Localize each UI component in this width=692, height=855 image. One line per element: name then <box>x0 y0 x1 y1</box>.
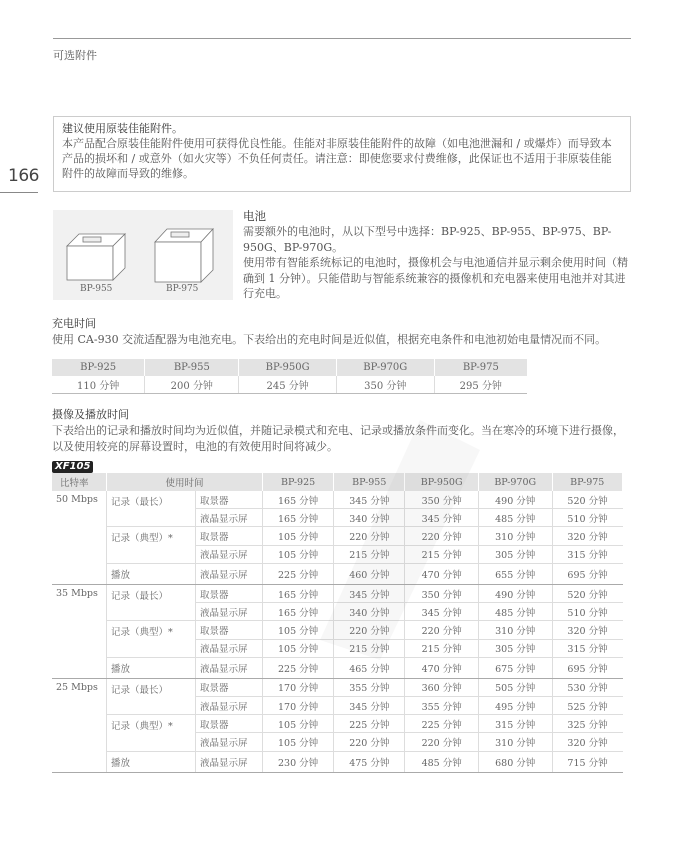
time-cell: 485 分钟 <box>478 509 552 527</box>
display-cell: 液晶显示屏 <box>196 509 263 527</box>
table-header-cell: BP-950G <box>239 359 337 376</box>
time-cell: 230 分钟 <box>263 751 334 772</box>
table-row <box>52 527 623 545</box>
battery-label-bp975: BP-975 <box>166 284 199 294</box>
table-cell: 245 分钟 <box>239 376 337 394</box>
model-badge: XF105 <box>52 461 93 473</box>
recording-time-table <box>52 473 623 773</box>
time-cell: 680 分钟 <box>478 751 552 772</box>
display-cell: 液晶显示屏 <box>196 657 263 678</box>
battery-section <box>243 208 633 302</box>
time-cell: 165 分钟 <box>263 603 334 621</box>
time-cell: 225 分钟 <box>263 657 334 678</box>
time-cell: 695 分钟 <box>552 563 623 584</box>
battery-para-2: 使用带有智能系统标记的电池时，摄像机会与电池通信并显示剩余使用时间（精确到 1 分钟）。只能借助与智能系统兼容的摄像机和充电器来使用电池并对其进行充电。 <box>243 256 628 300</box>
time-cell: 105 分钟 <box>263 527 334 545</box>
mode-cell: 记录（典型）* <box>107 621 196 657</box>
time-cell: 105 分钟 <box>263 621 334 639</box>
display-cell: 液晶显示屏 <box>196 545 263 563</box>
time-cell: 520 分钟 <box>552 584 623 602</box>
table-cell: 110 分钟 <box>52 376 145 394</box>
time-cell: 350 分钟 <box>405 491 479 509</box>
time-cell: 490 分钟 <box>478 491 552 509</box>
time-cell: 485 分钟 <box>478 603 552 621</box>
time-cell: 695 分钟 <box>552 657 623 678</box>
table-header-cell: BP-955 <box>145 359 239 376</box>
time-cell: 305 分钟 <box>478 639 552 657</box>
time-cell: 165 分钟 <box>263 491 334 509</box>
time-cell: 165 分钟 <box>263 509 334 527</box>
bitrate-cell: 35 Mbps <box>52 584 107 678</box>
recording-heading: 摄像及播放时间 <box>52 408 129 421</box>
charging-text: 使用 CA-930 交流适配器为电池充电。下表给出的充电时间是近似值，根据充电条件和电池初始电量情况而不同。 <box>52 333 607 346</box>
time-cell: 220 分钟 <box>334 527 405 545</box>
time-cell: 470 分钟 <box>405 563 479 584</box>
time-cell: 215 分钟 <box>334 639 405 657</box>
time-cell: 105 分钟 <box>263 715 334 733</box>
mode-cell: 播放 <box>107 657 196 678</box>
time-cell: 355 分钟 <box>405 697 479 715</box>
mode-cell: 播放 <box>107 563 196 584</box>
time-cell: 220 分钟 <box>334 621 405 639</box>
time-cell: 460 分钟 <box>334 563 405 584</box>
time-cell: 320 分钟 <box>552 733 623 751</box>
time-cell: 310 分钟 <box>478 733 552 751</box>
mode-cell: 记录（最长） <box>107 678 196 714</box>
table-header-cell: BP-955 <box>334 473 405 491</box>
time-cell: 320 分钟 <box>552 527 623 545</box>
time-cell: 345 分钟 <box>405 509 479 527</box>
table-header-cell: BP-975 <box>552 473 623 491</box>
time-cell: 655 分钟 <box>478 563 552 584</box>
time-cell: 305 分钟 <box>478 545 552 563</box>
time-cell: 325 分钟 <box>552 715 623 733</box>
time-cell: 350 分钟 <box>405 584 479 602</box>
time-cell: 220 分钟 <box>405 733 479 751</box>
time-cell: 225 分钟 <box>263 563 334 584</box>
time-cell: 355 分钟 <box>334 678 405 696</box>
notice-body: 本产品配合原装佳能附件使用可获得优良性能。佳能对非原装佳能附件的故障（如电池泄漏和 / 或爆炸）而导致本产品的损坏和 / 或意外（如火灾等）不负任何责任。请注意：即使您要求付费维修，此保证也不适用于非原装佳能附件的故障而导致的维修。 <box>62 137 612 180</box>
table-header-row <box>52 359 527 376</box>
display-cell: 液晶显示屏 <box>196 603 263 621</box>
time-cell: 170 分钟 <box>263 697 334 715</box>
time-cell: 220 分钟 <box>405 621 479 639</box>
time-cell: 465 分钟 <box>334 657 405 678</box>
display-cell: 液晶显示屏 <box>196 697 263 715</box>
display-cell: 液晶显示屏 <box>196 639 263 657</box>
notice-title: 建议使用原装佳能附件。 <box>62 122 183 135</box>
time-cell: 470 分钟 <box>405 657 479 678</box>
display-cell: 液晶显示屏 <box>196 733 263 751</box>
time-cell: 340 分钟 <box>334 603 405 621</box>
mode-cell: 播放 <box>107 751 196 772</box>
time-cell: 105 分钟 <box>263 733 334 751</box>
bitrate-cell: 50 Mbps <box>52 491 107 584</box>
table-row <box>52 376 527 394</box>
table-header-cell: BP-970G <box>336 359 434 376</box>
time-cell: 505 分钟 <box>478 678 552 696</box>
charging-heading: 充电时间 <box>52 317 96 330</box>
time-cell: 320 分钟 <box>552 621 623 639</box>
battery-para-1: 需要额外的电池时，从以下型号中选择：BP-925、BP-955、BP-975、BP-950G、BP-970G。 <box>243 225 612 254</box>
time-cell: 225 分钟 <box>334 715 405 733</box>
table-cell: 200 分钟 <box>145 376 239 394</box>
time-cell: 495 分钟 <box>478 697 552 715</box>
time-cell: 530 分钟 <box>552 678 623 696</box>
display-cell: 取景器 <box>196 621 263 639</box>
table-row <box>52 584 623 602</box>
table-row <box>52 621 623 639</box>
header-rule <box>53 38 631 39</box>
time-cell: 220 分钟 <box>334 733 405 751</box>
time-cell: 520 分钟 <box>552 491 623 509</box>
table-header-cell: BP-925 <box>52 359 145 376</box>
display-cell: 取景器 <box>196 527 263 545</box>
mode-cell: 记录（典型）* <box>107 527 196 563</box>
time-cell: 475 分钟 <box>334 751 405 772</box>
display-cell: 液晶显示屏 <box>196 563 263 584</box>
time-cell: 345 分钟 <box>334 697 405 715</box>
display-cell: 取景器 <box>196 678 263 696</box>
table-row <box>52 491 623 509</box>
time-cell: 170 分钟 <box>263 678 334 696</box>
table-header-cell: 使用时间 <box>107 473 263 491</box>
notice-box <box>53 116 631 192</box>
time-cell: 525 分钟 <box>552 697 623 715</box>
table-row <box>52 563 623 584</box>
time-cell: 360 分钟 <box>405 678 479 696</box>
time-cell: 675 分钟 <box>478 657 552 678</box>
page-number: 166 <box>8 166 39 186</box>
time-cell: 510 分钟 <box>552 603 623 621</box>
charging-section <box>52 316 632 348</box>
time-cell: 220 分钟 <box>405 527 479 545</box>
section-title: 可选附件 <box>53 49 97 62</box>
time-cell: 315 分钟 <box>552 639 623 657</box>
time-cell: 715 分钟 <box>552 751 623 772</box>
display-cell: 取景器 <box>196 715 263 733</box>
time-cell: 485 分钟 <box>405 751 479 772</box>
battery-illustration <box>53 210 233 300</box>
table-cell: 295 分钟 <box>434 376 527 394</box>
table-cell: 350 分钟 <box>336 376 434 394</box>
time-cell: 315 分钟 <box>478 715 552 733</box>
time-cell: 345 分钟 <box>334 584 405 602</box>
time-cell: 215 分钟 <box>405 639 479 657</box>
table-header-cell: BP-925 <box>263 473 334 491</box>
table-header-cell: 比特率 <box>52 473 107 491</box>
time-cell: 310 分钟 <box>478 621 552 639</box>
table-row <box>52 678 623 696</box>
table-row <box>52 751 623 772</box>
table-header-cell: BP-950G <box>405 473 479 491</box>
mode-cell: 记录（最长） <box>107 584 196 620</box>
time-cell: 225 分钟 <box>405 715 479 733</box>
recording-section <box>52 407 632 473</box>
time-cell: 345 分钟 <box>334 491 405 509</box>
table-header-cell: BP-975 <box>434 359 527 376</box>
recording-text: 下表给出的记录和播放时间均为近似值，并随记录模式和充电、记录或播放条件而变化。当在寒冷的环境下进行摄像，以及使用较亮的屏幕设置时，电池的有效使用时间将减少。 <box>52 424 624 453</box>
display-cell: 取景器 <box>196 584 263 602</box>
table-header-row <box>52 473 623 491</box>
table-row <box>52 715 623 733</box>
display-cell: 取景器 <box>196 491 263 509</box>
time-cell: 105 分钟 <box>263 545 334 563</box>
time-cell: 310 分钟 <box>478 527 552 545</box>
bitrate-cell: 25 Mbps <box>52 678 107 772</box>
table-row <box>52 657 623 678</box>
mode-cell: 记录（典型）* <box>107 715 196 751</box>
battery-label-bp955: BP-955 <box>80 284 113 294</box>
time-cell: 340 分钟 <box>334 509 405 527</box>
display-cell: 液晶显示屏 <box>196 751 263 772</box>
time-cell: 165 分钟 <box>263 584 334 602</box>
charging-time-table <box>52 359 527 394</box>
table-header-cell: BP-970G <box>478 473 552 491</box>
page-number-rule <box>0 192 38 193</box>
time-cell: 490 分钟 <box>478 584 552 602</box>
time-cell: 510 分钟 <box>552 509 623 527</box>
time-cell: 215 分钟 <box>405 545 479 563</box>
time-cell: 105 分钟 <box>263 639 334 657</box>
battery-heading: 电池 <box>243 209 266 223</box>
time-cell: 215 分钟 <box>334 545 405 563</box>
mode-cell: 记录（最长） <box>107 491 196 527</box>
time-cell: 345 分钟 <box>405 603 479 621</box>
time-cell: 315 分钟 <box>552 545 623 563</box>
